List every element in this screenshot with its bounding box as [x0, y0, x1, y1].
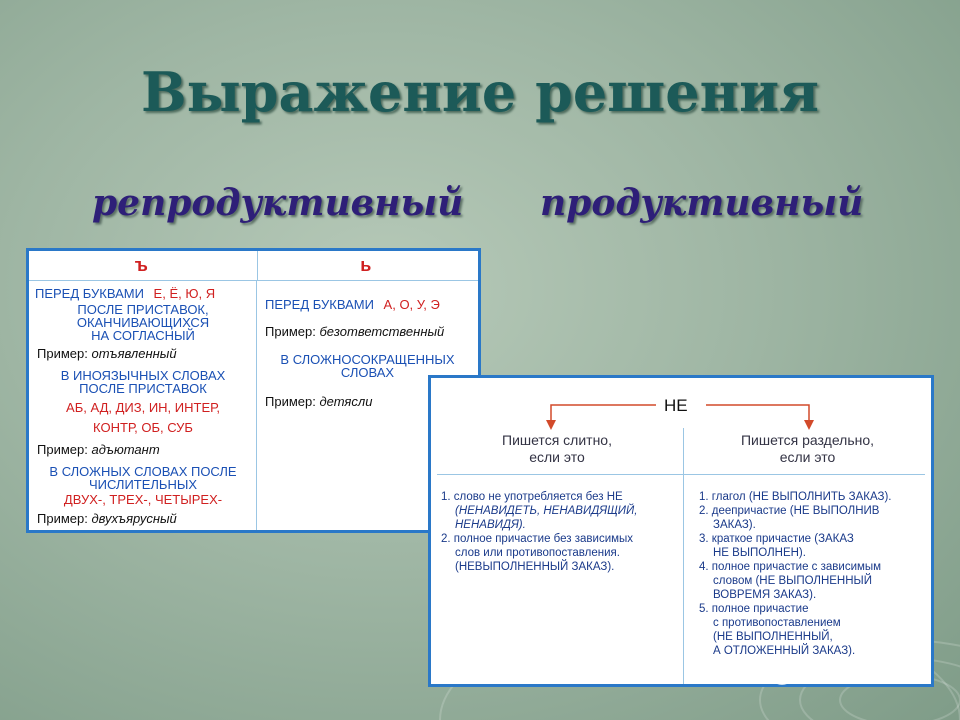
rule-item: (НЕНАВИДЕТЬ, НЕНАВИДЯЩИЙ,	[455, 505, 638, 517]
example-label: Пример:	[265, 394, 316, 409]
column-divider	[683, 428, 684, 684]
example-word: адъютант	[91, 442, 160, 457]
together-rules	[441, 490, 637, 574]
myshared-logo-icon	[770, 661, 794, 685]
example-word: двухъярусный	[91, 511, 177, 526]
example-line	[37, 512, 177, 526]
rule-item: словом (НЕ ВЫПОЛНЕННЫЙ	[713, 575, 872, 587]
rule-line	[35, 287, 215, 301]
heading-together	[431, 432, 683, 466]
ne-spelling-table	[428, 375, 934, 687]
example-word: отъявленный	[91, 346, 177, 361]
rule-item: 5. полное причастие	[699, 603, 809, 615]
rule-item: с противопоставлением	[713, 617, 841, 629]
heading-divider	[437, 474, 925, 475]
heading-separate	[684, 432, 931, 466]
example-line	[37, 347, 177, 361]
example-line	[265, 325, 444, 339]
rule-text: В СЛОЖНЫХ СЛОВАХ ПОСЛЕ	[49, 464, 237, 479]
rule-item: НЕ ВЫПОЛНЕН).	[713, 547, 806, 559]
subtitle-reproductive: репродуктивный	[92, 182, 464, 224]
rule-item: 2. деепричастие (НЕ ВЫПОЛНИВ	[699, 505, 880, 517]
rule-item: 4. полное причастие с зависимым	[699, 561, 882, 573]
rule-text: ПОСЛЕ ПРИСТАВОК	[79, 381, 207, 396]
rule-item: (НЕ ВЫПОЛНЕННЫЙ,	[713, 631, 833, 643]
example-label: Пример:	[37, 511, 88, 526]
header-hard-sign: ъ	[134, 255, 148, 275]
example-label: Пример:	[37, 346, 88, 361]
rule-text: В СЛОЖНОСОКРАЩЕННЫХ	[280, 352, 455, 367]
subtitle-productive: продуктивный	[540, 182, 864, 224]
rule-text: В ИНОЯЗЫЧНЫХ СЛОВАХ	[60, 368, 226, 383]
rule-item: НЕНАВИДЯ).	[455, 519, 526, 531]
rule-text: ПЕРЕД БУКВАМИ	[35, 286, 144, 301]
heading-line: если это	[529, 449, 585, 465]
rule-item: ЗАКАЗ).	[713, 519, 756, 531]
rule-letters: А, О, У, Э	[383, 297, 440, 312]
header-soft-sign: ь	[360, 255, 372, 275]
example-word: детясли	[319, 394, 373, 409]
table1-header-divider	[257, 251, 258, 281]
heading-line: Пишется слитно,	[502, 432, 612, 448]
rule-text: СЛОВАХ	[340, 365, 395, 380]
example-label: Пример:	[37, 442, 88, 457]
rule-item: 1. слово не употребляется без НЕ	[441, 491, 623, 503]
prefix-list: АБ, АД, ДИЗ, ИН, ИНТЕР,	[66, 400, 220, 415]
rule-item: 1. глагол (НЕ ВЫПОЛНИТЬ ЗАКАЗ).	[699, 491, 892, 503]
rule-item: 2. полное причастие без зависимых	[441, 533, 634, 545]
heading-line: Пишется раздельно,	[740, 432, 875, 448]
rule-text: ПЕРЕД БУКВАМИ	[265, 297, 374, 312]
table1-left-column	[29, 281, 257, 530]
rule-text: ЧИСЛИТЕЛЬНЫХ	[88, 477, 198, 492]
example-line	[265, 395, 372, 409]
rule-item: А ОТЛОЖЕННЫЙ ЗАКАЗ).	[713, 645, 856, 657]
numeral-list: ДВУХ-, ТРЕХ-, ЧЕТЫРЕХ-	[63, 492, 223, 507]
rule-item: слов или противопоставления.	[455, 547, 620, 559]
watermark	[770, 660, 907, 685]
slide-title: Выражение решения	[140, 60, 820, 124]
separate-rules	[699, 490, 891, 658]
ne-label: НЕ	[664, 396, 688, 415]
table1-header	[29, 251, 478, 281]
rule-letters: Е, Ё, Ю, Я	[153, 286, 216, 301]
rule-item: ВОВРЕМЯ ЗАКАЗ).	[713, 589, 817, 601]
rule-text: ОКАНЧИВАЮЩИХСЯ	[76, 315, 210, 330]
example-label: Пример:	[265, 324, 316, 339]
prefix-list: КОНТР, ОБ, СУБ	[93, 420, 193, 435]
rule-text: ПОСЛЕ ПРИСТАВОК,	[77, 302, 209, 317]
rule-text: НА СОГЛАСНЫЙ	[91, 328, 195, 343]
example-word: безответственный	[319, 324, 445, 339]
rule-line	[265, 298, 440, 312]
example-line	[37, 443, 160, 457]
rule-item: (НЕВЫПОЛНЕННЫЙ ЗАКАЗ).	[455, 561, 615, 573]
rule-item: 3. краткое причастие (ЗАКАЗ	[699, 533, 854, 545]
watermark-text: MyShared	[798, 660, 908, 685]
hard-soft-sign-table	[26, 248, 481, 533]
heading-line: если это	[779, 449, 836, 465]
